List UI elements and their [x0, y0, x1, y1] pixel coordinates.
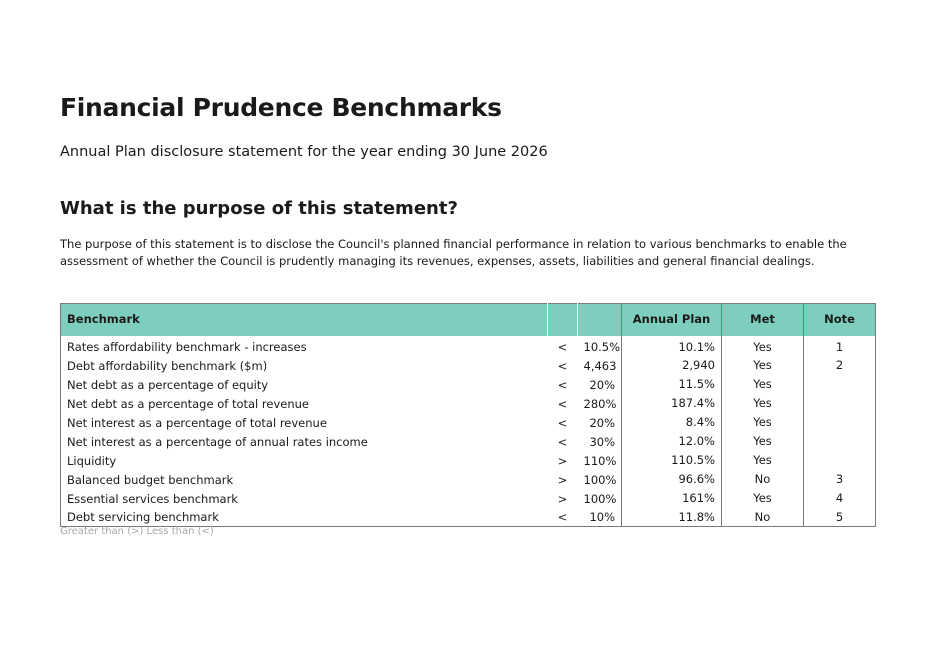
cell-benchmark: Net interest as a percentage of total revenue [67, 415, 327, 430]
header-note: Note [804, 304, 876, 336]
cell-benchmark: Debt affordability benchmark ($m) [67, 358, 268, 373]
cell-operator: < [557, 510, 568, 524]
cell-operator: > [557, 453, 568, 468]
cell-operator: < [557, 396, 568, 411]
cell-benchmark: Net debt as a percentage of total revenue [67, 396, 309, 411]
cell-benchmark: Essential services benchmark [67, 491, 238, 506]
page-subtitle: Annual Plan disclosure statement for the year ending 30 June 2026 [60, 144, 548, 160]
header-operator [548, 304, 578, 336]
table-body [61, 336, 876, 527]
table-header-row [61, 304, 876, 336]
cell-met: Yes [722, 413, 804, 432]
table-row [61, 470, 876, 489]
cell-threshold: 20% [589, 415, 615, 430]
benchmarks-table [60, 303, 876, 527]
header-met: Met [722, 304, 804, 336]
cell-annual-plan: 110.5% [622, 451, 722, 470]
header-benchmark: Benchmark [67, 312, 140, 327]
cell-operator: < [557, 358, 568, 373]
cell-note: 2 [804, 356, 876, 375]
cell-benchmark: Net interest as a percentage of annual rates income [67, 434, 368, 449]
cell-met: No [722, 470, 804, 489]
cell-met: No [722, 508, 804, 527]
cell-met: Yes [722, 375, 804, 394]
cell-operator: < [557, 339, 568, 354]
cell-note [804, 432, 876, 451]
footnote: Greater than (>) Less than (<) [60, 526, 214, 537]
header-annual-plan: Annual Plan [622, 304, 722, 336]
cell-operator: > [557, 491, 568, 506]
cell-note: 5 [804, 508, 876, 527]
cell-met: Yes [722, 432, 804, 451]
table-row [61, 432, 876, 451]
table-row [61, 356, 876, 375]
table-row [61, 508, 876, 527]
cell-operator: < [557, 415, 568, 430]
cell-benchmark: Net debt as a percentage of equity [67, 377, 269, 392]
cell-operator: < [557, 434, 568, 449]
table-row [61, 451, 876, 470]
cell-benchmark: Rates affordability benchmark - increases [67, 339, 307, 354]
cell-threshold: 100% [583, 472, 617, 487]
cell-met: Yes [722, 336, 804, 356]
cell-note [804, 394, 876, 413]
cell-annual-plan: 12.0% [622, 432, 722, 451]
cell-threshold: 10.5% [583, 339, 621, 354]
cell-threshold: 10% [589, 510, 615, 524]
purpose-paragraph: The purpose of this statement is to disclose the Council's planned financial performance in relation to various benchmarks to enable the assessment of whether the Council is prudently managing its revenues, expenses, assets, liabilities and general financial dealings. [60, 237, 847, 268]
cell-operator: < [557, 377, 568, 392]
cell-threshold: 30% [589, 434, 615, 449]
cell-met: Yes [722, 489, 804, 508]
cell-note: 1 [804, 336, 876, 356]
cell-note: 4 [804, 489, 876, 508]
page-title: Financial Prudence Benchmarks [60, 93, 502, 122]
table-row [61, 413, 876, 432]
cell-threshold: 110% [583, 453, 617, 468]
header-threshold [578, 304, 622, 336]
table-row [61, 394, 876, 413]
cell-threshold: 100% [583, 491, 617, 506]
cell-annual-plan: 10.1% [622, 336, 722, 356]
cell-annual-plan: 2,940 [622, 356, 722, 375]
cell-benchmark: Balanced budget benchmark [67, 472, 234, 487]
cell-threshold: 20% [589, 377, 615, 392]
section-heading: What is the purpose of this statement? [60, 198, 458, 219]
cell-benchmark: Debt servicing benchmark [67, 510, 219, 524]
cell-note [804, 375, 876, 394]
cell-annual-plan: 11.8% [622, 508, 722, 527]
cell-met: Yes [722, 356, 804, 375]
table-row [61, 336, 876, 356]
cell-annual-plan: 8.4% [622, 413, 722, 432]
cell-note [804, 413, 876, 432]
cell-annual-plan: 11.5% [622, 375, 722, 394]
cell-note: 3 [804, 470, 876, 489]
cell-threshold: 280% [583, 396, 617, 411]
cell-annual-plan: 187.4% [622, 394, 722, 413]
table-row [61, 489, 876, 508]
cell-annual-plan: 96.6% [622, 470, 722, 489]
cell-operator: > [557, 472, 568, 487]
cell-note [804, 451, 876, 470]
cell-met: Yes [722, 394, 804, 413]
cell-benchmark: Liquidity [67, 453, 117, 468]
table-row [61, 375, 876, 394]
cell-annual-plan: 161% [622, 489, 722, 508]
cell-threshold: 4,463 [583, 358, 617, 373]
cell-met: Yes [722, 451, 804, 470]
